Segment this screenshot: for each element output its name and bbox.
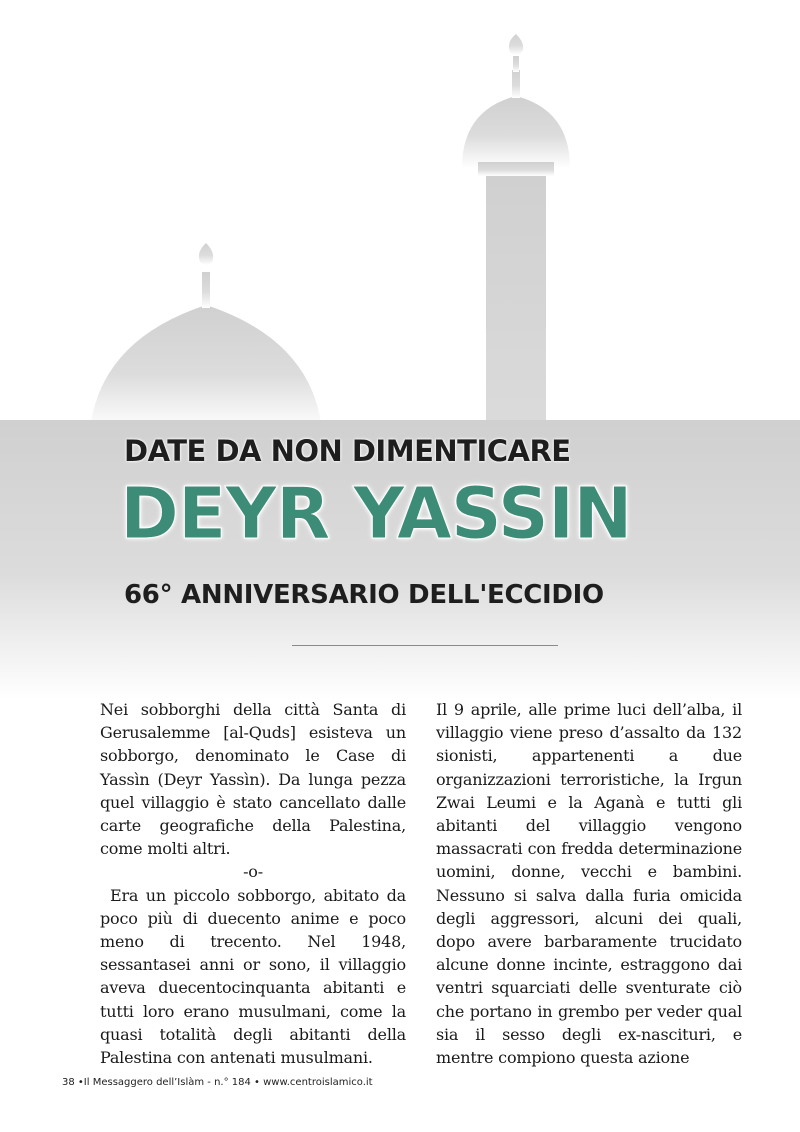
article-column-right (436, 698, 742, 1069)
section-kicker: DATE DA NON DIMENTICARE (124, 434, 571, 468)
page-footer: 38 •Il Messaggero dell’Islàm - n.° 184 • www.centroislamico.it (62, 1077, 373, 1088)
article-subtitle: 66° ANNIVERSARIO DELL'ECCIDIO (124, 580, 604, 610)
article-column-left (100, 698, 406, 1069)
article-paragraph: Nei sobborghi della città Santa di Gerusalemme [al-Quds] esisteva un sobborgo, denominato le Case di Yassìn (Deyr Yassìn). Da lunga pezza quel villaggio è stato cancellato dalle carte geografiche della Palestina, come molti altri. (100, 700, 406, 859)
article-paragraph: Il 9 aprile, alle prime luci dell’alba, il villaggio viene preso d’assalto da 132 sionisti, appartenenti a due organizzazioni terroristiche, la Irgun Zwai Leumi e la Aganà e tutti gli abitanti del villaggio vengono massacrati con fredda determinazione uomini, donne, vecchi e bambini. Nessuno si salva dalla furia omicida degli aggressori, alcuni dei quali, dopo avere barbaramente trucidato alcune donne incinte, estraggono dai ventri squarciati delle sventurate ciò che portano in grembo per veder qual sia il sesso degli ex-nascituri, e mentre compiono questa azione (436, 700, 742, 1068)
article-paragraph: Era un piccolo sobborgo, abitato da poco più di duecento anime e poco meno di trecento. Nel 1948, sessantasei anni or sono, il villaggio aveva duecentocinquanta abitanti e tutti loro erano musulmani, come la quasi totalità degli abitanti della Palestina con antenati musulmani. (100, 885, 406, 1068)
title-divider (292, 645, 558, 646)
article-title: DEYR YASSIN (120, 472, 632, 555)
section-separator: -o- (243, 862, 263, 882)
